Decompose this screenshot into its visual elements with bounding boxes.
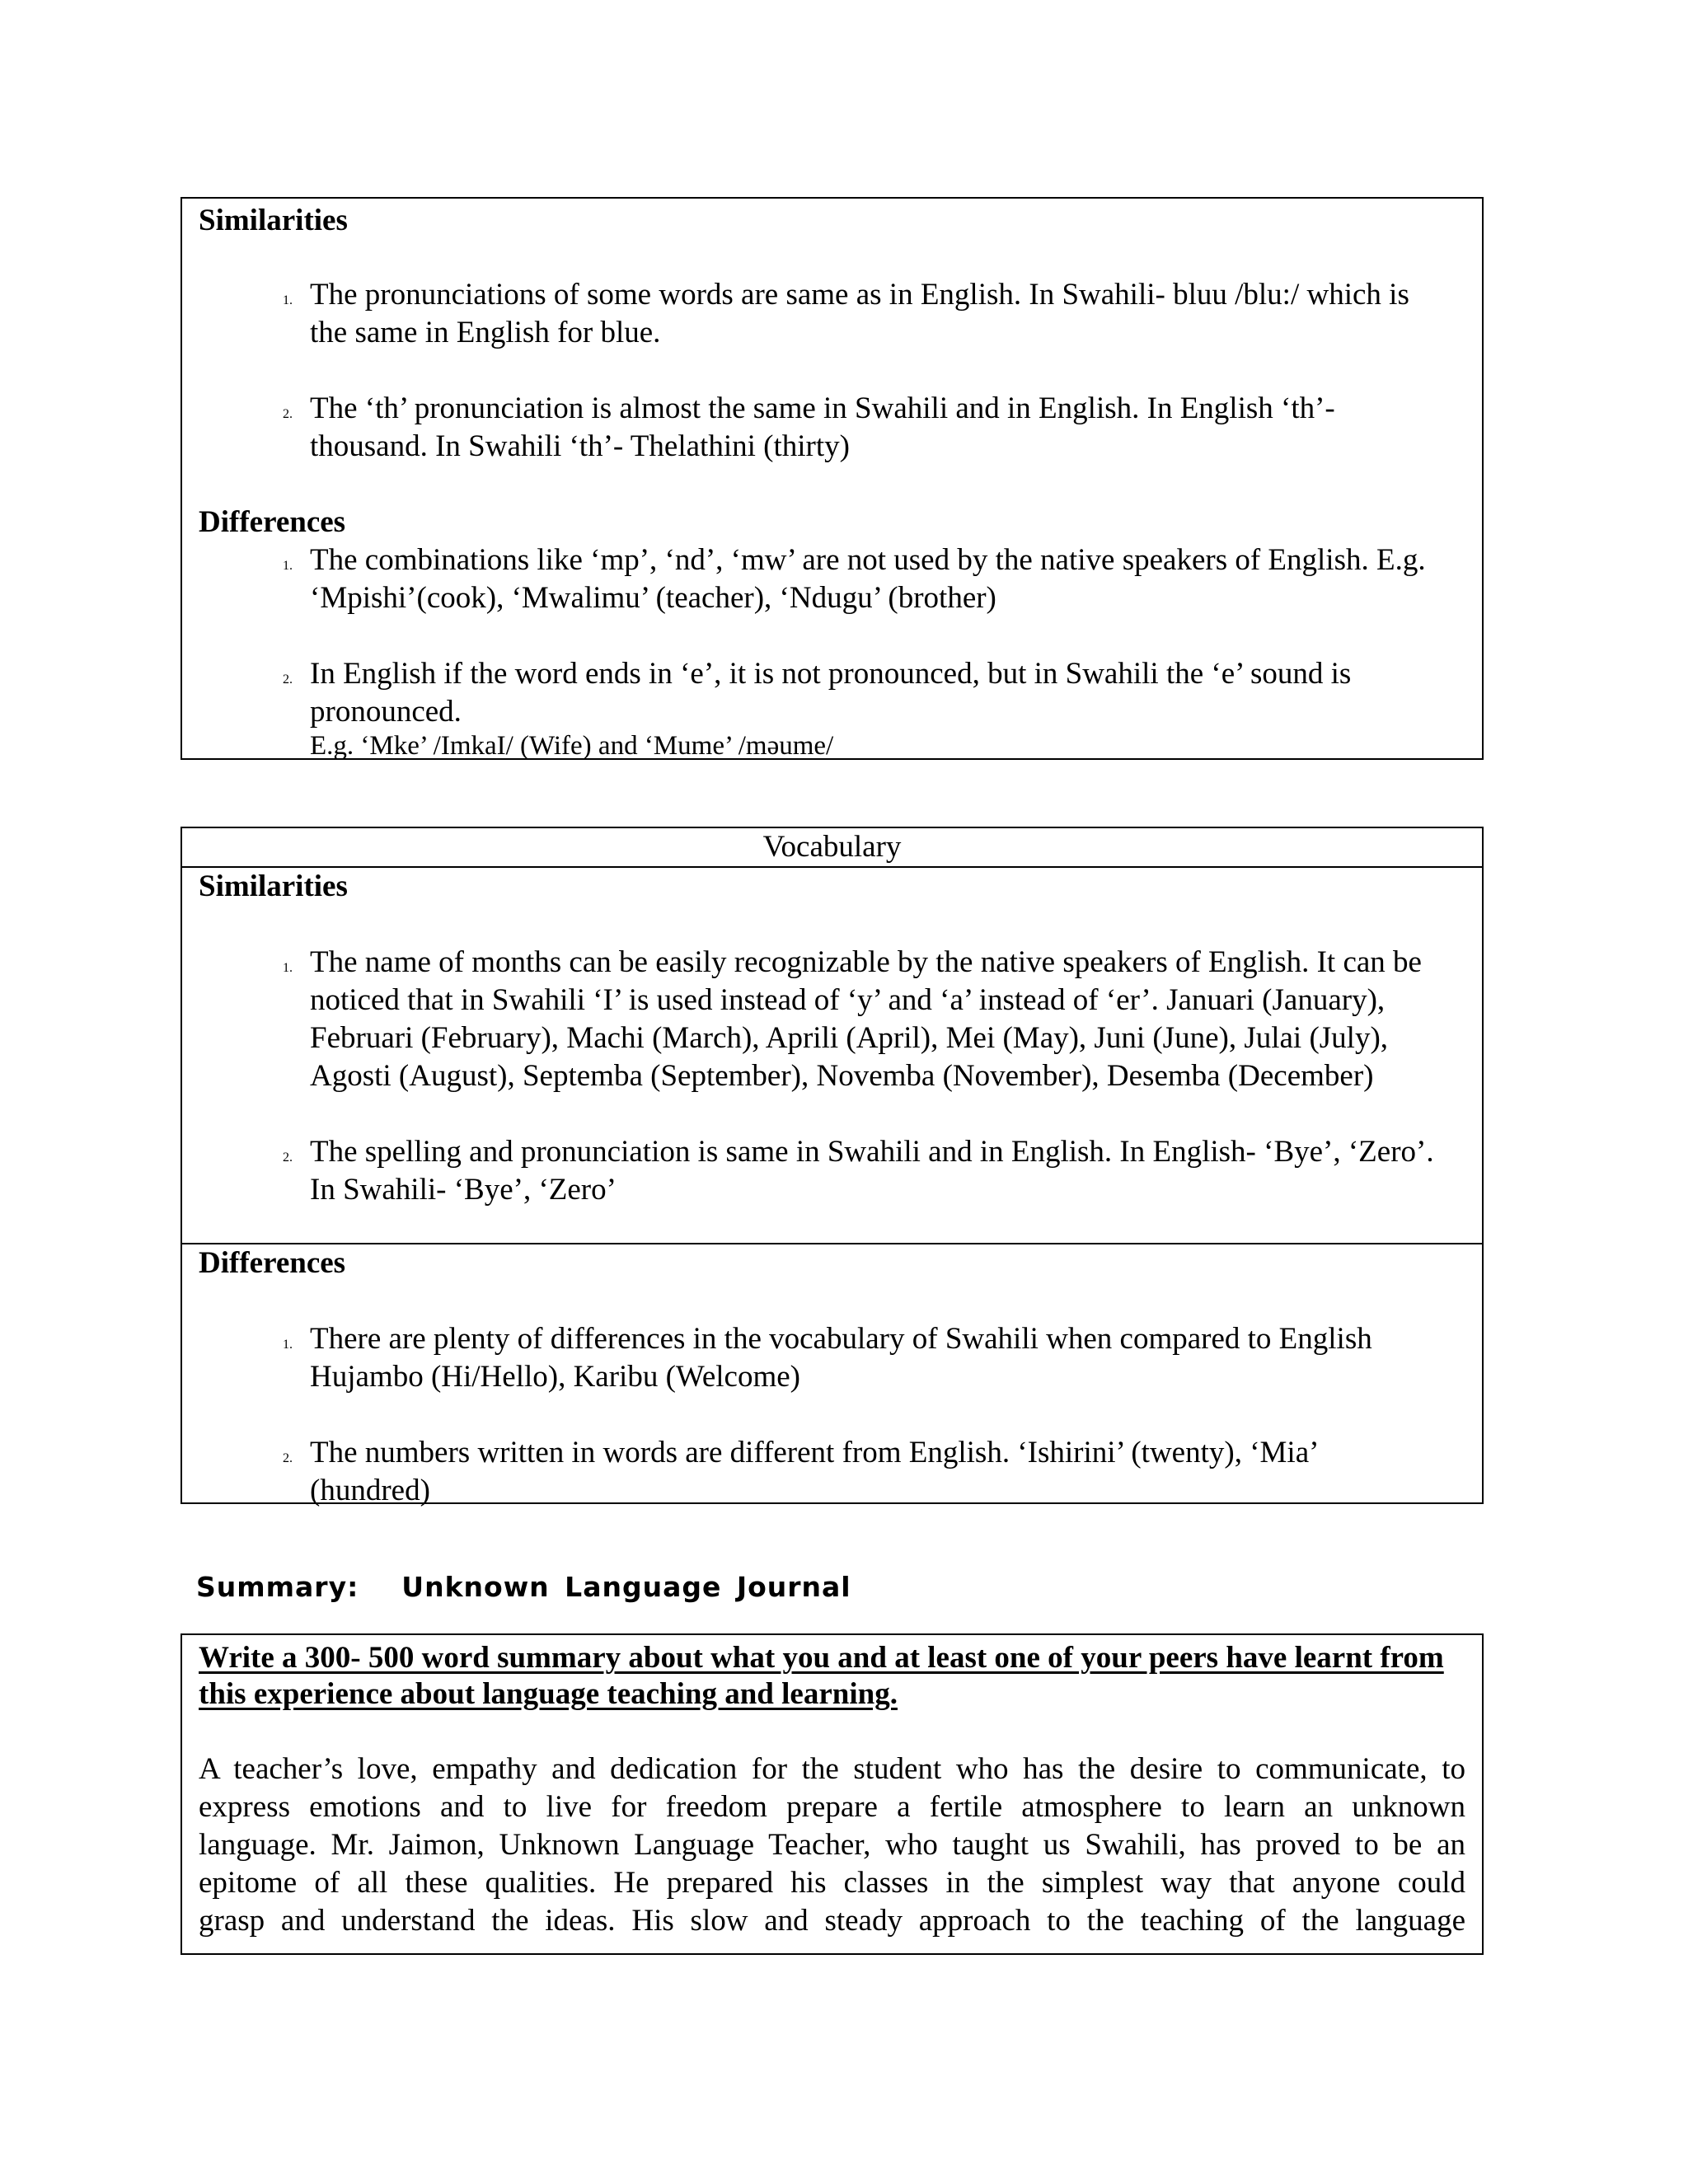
summary-prompt: Write a 300- 500 word summary about what you and at least one of your peers have learnt from this experience about language teaching and learning. [199,1641,1444,1711]
list-item: 2. The spelling and pronunciation is same in Swahili and in English. In English- ‘Bye’, ‘Zero’. In Swahili- ‘Bye’, ‘Zero’ [296,1133,1442,1209]
list-item: 1. There are plenty of differences in the vocabulary of Swahili when compared to English Hujambo (Hi/Hello), Karibu (Welcome) [296,1320,1442,1396]
similarities-list [199,944,1442,1209]
similarities-heading: Similarities [199,869,348,903]
phonology-box [181,197,1484,760]
paragraph-line: express emotions and to live for freedom prepare a fertile atmosphere to learn an unknown [199,1790,1465,1824]
vocabulary-differences-section [182,1244,1482,1510]
differences-heading: Differences [199,1246,346,1280]
list-item: 2. In English if the word ends in ‘e’, it is not pronounced, but in Swahili the ‘e’ sound is pronounced. E.g. ‘Mke’ /ImkaI/ (Wife) and ‘Mume’ /məume/ [296,655,1442,761]
summary-paragraph [199,1750,1465,1940]
list-item: 1. The pronunciations of some words are same as in English. In Swahili- bluu /blu:/ which is the same in English for blue. [296,276,1442,352]
list-item: 2. The ‘th’ pronunciation is almost the same in Swahili and in English. In English ‘th’- thousand. In Swahili ‘th’- Thelathini (thirty) [296,390,1442,466]
paragraph-line: epitome of all these qualities. He prepared his classes in the simplest way that anyone could [199,1866,1465,1900]
summary-title: Unknown Language Journal [401,1571,851,1603]
similarities-list [199,276,1442,466]
list-item: 1. The name of months can be easily recognizable by the native speakers of English. It can be noticed that in Swahili ‘I’ is used instead of ‘y’ and ‘a’ instead of ‘er’. Januari (January), Februari (February), Machi (March), Aprili (April), Mei (May), Juni (June), Julai (July), Agosti (August), Septemba (September), Novemba (November), Desemba (December) [296,944,1442,1095]
list-item: 1. The combinations like ‘mp’, ‘nd’, ‘mw’ are not used by the native speakers of English. E.g. ‘Mpishi’(cook), ‘Mwalimu’ (teacher), ‘Ndugu’ (brother) [296,541,1442,617]
differences-list [199,541,1442,761]
summary-heading [196,1571,851,1603]
example-line: E.g. ‘Mke’ /ImkaI/ (Wife) and ‘Mume’ /məume/ [310,731,834,761]
paragraph-line: A teacher’s love, empathy and dedication for the student who has the desire to communicate, to [199,1752,1465,1786]
differences-list [199,1320,1442,1510]
paragraph-line: language. Mr. Jaimon, Unknown Language Teacher, who taught us Swahili, has proved to be an [199,1828,1465,1862]
paragraph-line: grasp and understand the ideas. His slow and steady approach to the teaching of the language [199,1904,1465,1938]
list-item: 2. The numbers written in words are different from English. ‘Ishirini’ (twenty), ‘Mia’ (hundred) [296,1434,1442,1510]
summary-label: Summary: [196,1571,359,1603]
vocabulary-similarities-section [182,868,1482,1243]
vocabulary-box [181,827,1484,1507]
summary-box [181,1633,1484,1955]
differences-heading: Differences [199,505,346,539]
similarities-heading: Similarities [199,204,348,237]
vocabulary-title: Vocabulary [762,830,902,864]
